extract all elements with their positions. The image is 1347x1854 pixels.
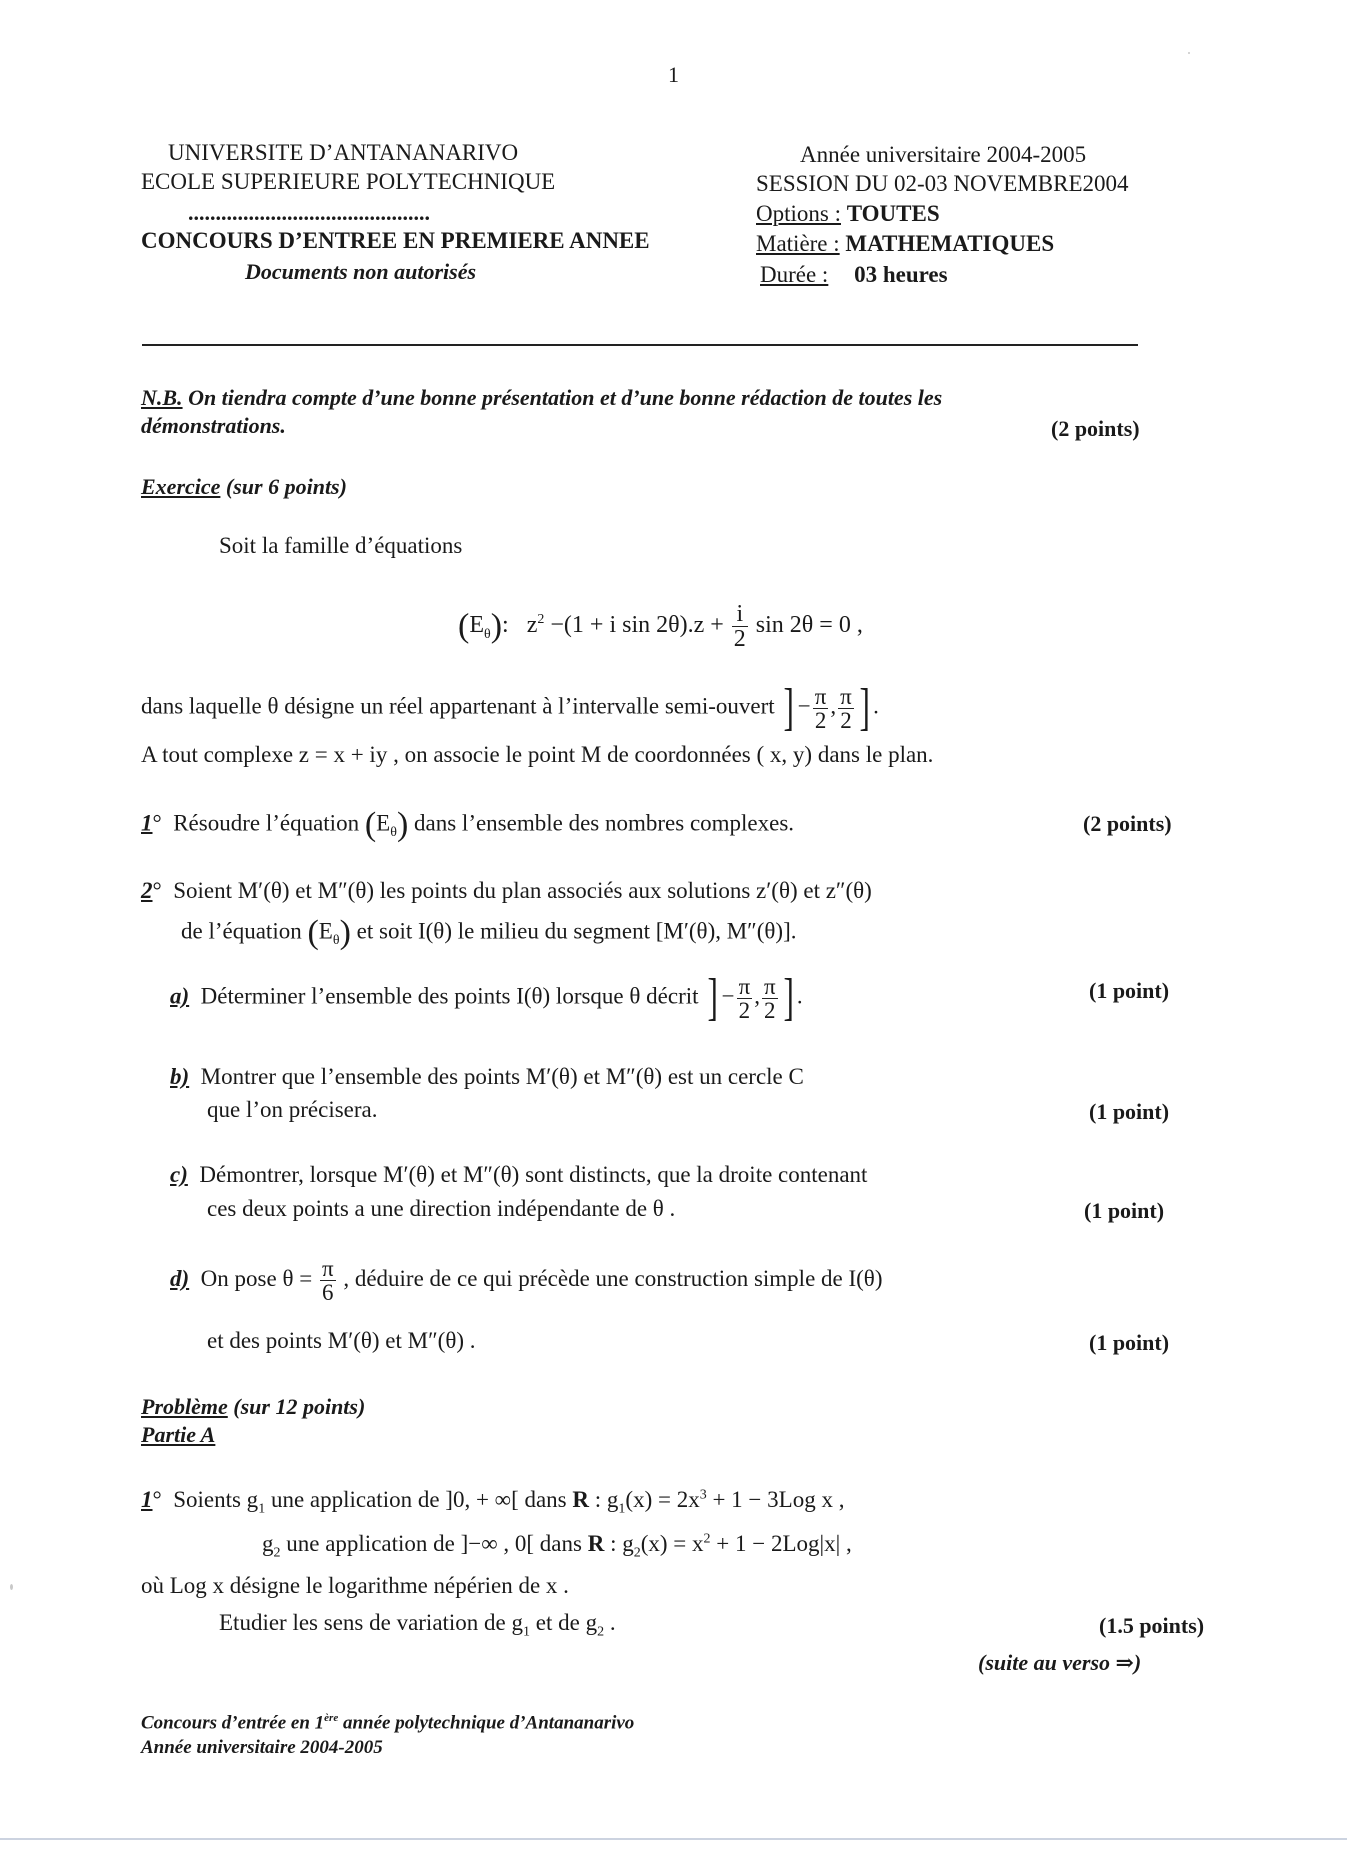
exercice-q2-line1: 2° Soient M′(θ) et M″(θ) les points du plan associés aux solutions z′(θ) et z″(θ) bbox=[141, 878, 872, 903]
exercice-qb-points: (1 point) bbox=[1089, 1099, 1170, 1124]
exercice-qb-line1: b) Montrer que l’ensemble des points M′(θ) et M″(θ) est un cercle C bbox=[170, 1064, 804, 1089]
exercice-q1-points: (2 points) bbox=[1083, 811, 1172, 836]
scan-speck bbox=[1188, 52, 1190, 54]
academic-year: Année universitaire 2004-2005 bbox=[800, 142, 1087, 167]
equation-e-theta: $(E_\theta)$: $z^2 -(1 + i$ sin 2θ).z + $\frac{i}{2}$ sin 2θ = 0 , bbox=[458, 601, 863, 652]
exercice-qc-line1: c) Démontrer, lorsque M′(θ) et M″(θ) sont distincts, que la droite contenant bbox=[170, 1162, 868, 1187]
exercice-label: Exercice bbox=[141, 474, 221, 499]
exercice-title bbox=[141, 474, 347, 500]
duree-value: 03 heures bbox=[854, 262, 948, 287]
header-divider bbox=[142, 344, 1138, 346]
documents-note: Documents non autorisés bbox=[245, 259, 477, 284]
exercice-qb-line2: que l’on précisera. bbox=[207, 1097, 378, 1122]
theta-interval-line: dans laquelle θ désigne un réel appartenant à l’intervalle semi-ouvert ] − $\frac{\pi}{2}$ , $\frac{\pi}{2}$ ] . bbox=[141, 679, 879, 736]
nb-text1: On tiendra compte d’une bonne présentation et d’une bonne rédaction de toutes les bbox=[188, 385, 943, 410]
options-label: Options : bbox=[756, 201, 841, 226]
duree-label: Durée : bbox=[760, 262, 829, 287]
exercice-qd-line1: d) On pose θ = $\frac{\pi}{6}$ , déduire de ce qui précède une construction simple de I(θ) bbox=[170, 1256, 883, 1305]
exercice-q1: 1° Résoudre l’équation $(E_\theta)$ dans l’ensemble des nombres complexes. bbox=[141, 806, 795, 843]
dotted-separator: ............................................ bbox=[188, 200, 430, 225]
exercice-qd-points: (1 point) bbox=[1089, 1330, 1170, 1355]
probleme-q1-line2: $g_2$ une application de ]−∞ , 0[ dans R : $g_2(x) = x^2 + 1 - 2Log|x|$ , bbox=[262, 1531, 852, 1561]
suite-au-verso: (suite au verso ⇒) bbox=[978, 1650, 1142, 1675]
exercice-qd-line2: et des points M′(θ) et M″(θ) . bbox=[207, 1328, 476, 1353]
nb-points: (2 points) bbox=[1051, 416, 1140, 441]
matiere-value: MATHEMATIQUES bbox=[845, 231, 1055, 256]
duree-line bbox=[760, 262, 948, 288]
probleme-q1-points: (1.5 points) bbox=[1099, 1613, 1205, 1638]
exercice-q2-line2: de l’équation $(E_\theta)$ et soit I(θ) le milieu du segment [M′(θ), M″(θ)]. bbox=[181, 914, 797, 951]
partie-a-title: Partie A bbox=[141, 1422, 216, 1447]
exercice-qc-line2: ces deux points a une direction indépendante de θ . bbox=[207, 1196, 676, 1221]
footer-line1: Concours d’entrée en 1ère année polytechnique d’Antananarivo bbox=[141, 1712, 635, 1734]
options-line bbox=[756, 201, 940, 227]
matiere-line bbox=[756, 231, 1054, 257]
exercice-intro: Soit la famille d’équations bbox=[219, 533, 463, 558]
options-value: TOUTES bbox=[846, 201, 940, 226]
exam-title: CONCOURS D’ENTREE EN PREMIERE ANNEE bbox=[141, 228, 650, 253]
exercice-qc-points: (1 point) bbox=[1084, 1198, 1165, 1223]
nb-label: N.B. bbox=[141, 385, 183, 410]
nb-text2: démonstrations. bbox=[141, 413, 286, 438]
nb-line1 bbox=[141, 385, 942, 411]
complex-point-line: A tout complexe z = x + iy , on associe le point M de coordonnées ( x, y) dans le plan. bbox=[141, 742, 934, 767]
scan-edge-line bbox=[0, 1838, 1347, 1840]
school-name: ECOLE SUPERIEURE POLYTECHNIQUE bbox=[141, 169, 556, 194]
exercice-qa: a) Déterminer l’ensemble des points I(θ) lorsque θ décrit ] − $\frac{\pi}{2}$ , $\frac{\pi}{2}$ ] . bbox=[170, 969, 803, 1026]
probleme-q1-line3: où Log x désigne le logarithme népérien de x . bbox=[141, 1573, 569, 1598]
probleme-title bbox=[141, 1394, 365, 1420]
scan-speck bbox=[10, 1584, 13, 1590]
matiere-label: Matière : bbox=[756, 231, 840, 256]
footer-line2: Année universitaire 2004-2005 bbox=[141, 1737, 383, 1758]
probleme-label: Problème bbox=[141, 1394, 228, 1419]
session-date: SESSION DU 02-03 NOVEMBRE2004 bbox=[756, 171, 1129, 196]
page-number: 1 bbox=[668, 62, 679, 87]
exercice-points: (sur 6 points) bbox=[225, 474, 347, 499]
probleme-q1-line4: Etudier les sens de variation de $g_1$ et de $g_2$ . bbox=[219, 1610, 616, 1640]
exercice-qa-points: (1 point) bbox=[1089, 978, 1170, 1003]
university-name: UNIVERSITE D’ANTANANARIVO bbox=[168, 140, 519, 165]
probleme-points: (sur 12 points) bbox=[233, 1394, 366, 1419]
probleme-q1-line1: 1° Soients $g_1$ une application de ]0, + ∞[ dans R : $g_1(x) = 2x^3 + 1 - 3Log$ x , bbox=[141, 1487, 845, 1517]
